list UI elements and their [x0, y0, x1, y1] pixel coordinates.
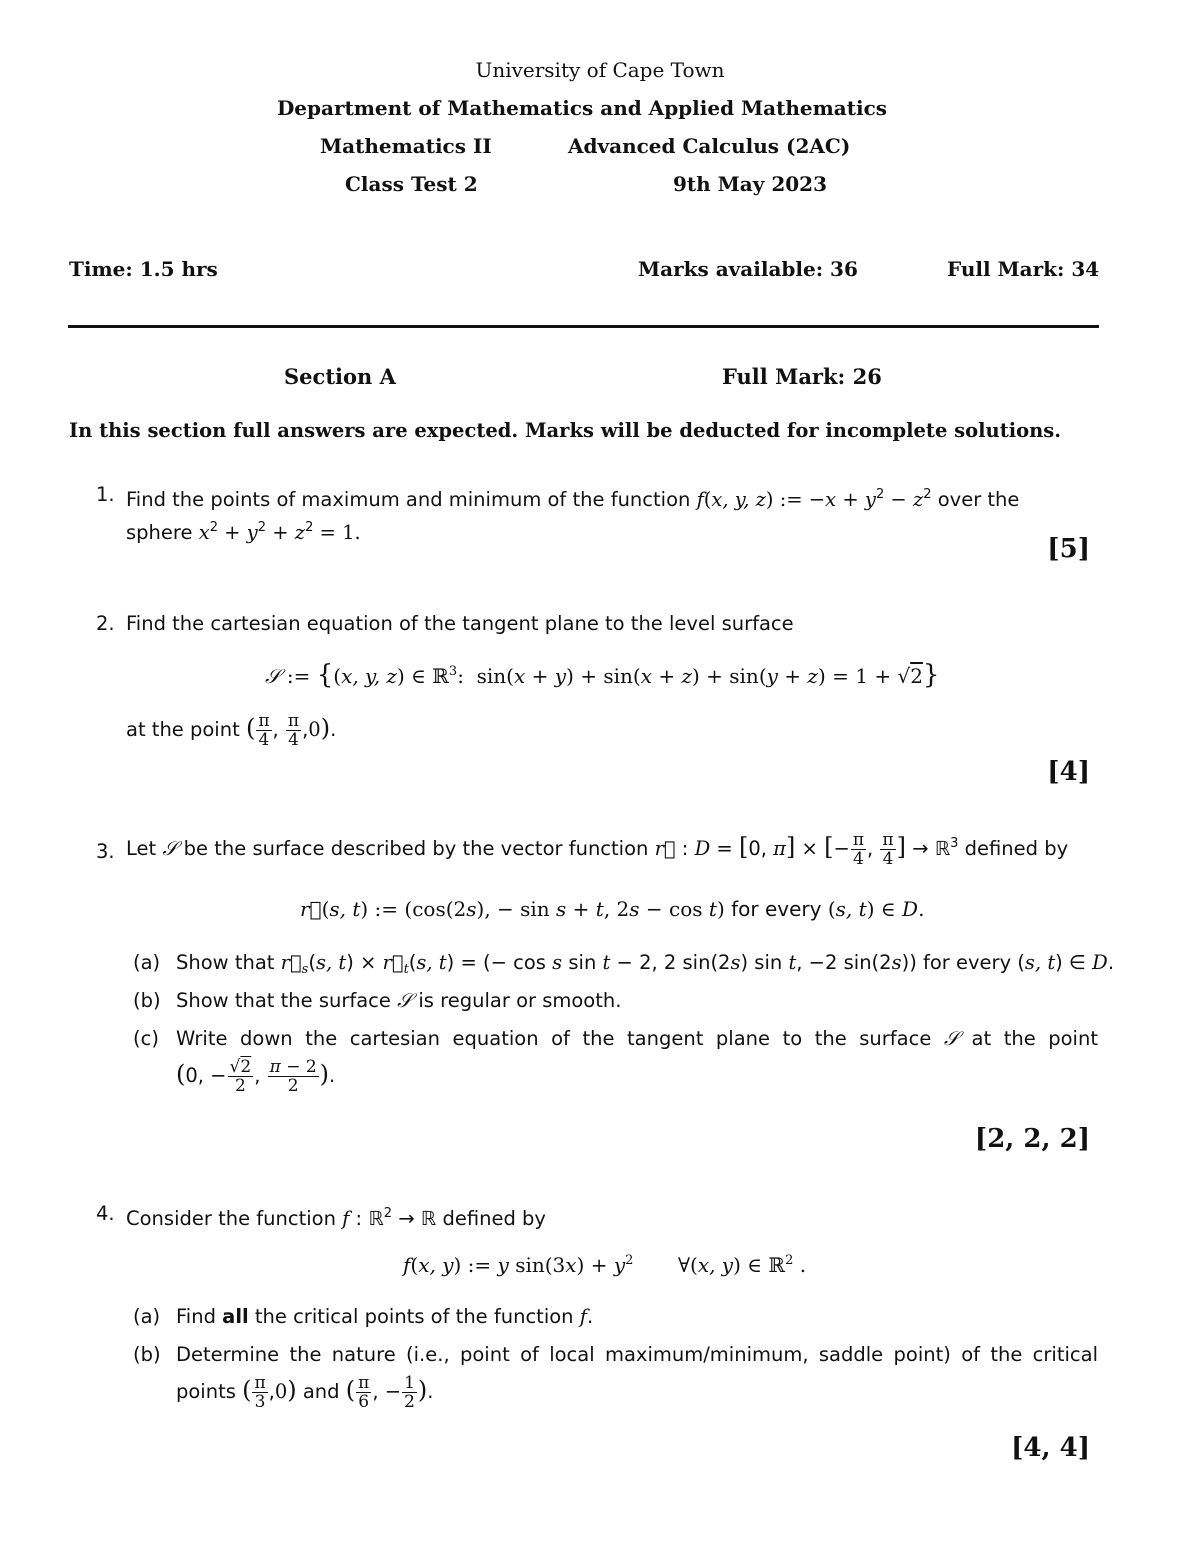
question-3a-text: Show that $r⃗_s(s$, $t) \times r⃗_t(s$, t) = (− cos s sin t − 2, 2 sin(2s) sin t, −2 sin(2s)) for every (s, t) ∈ D. [176, 951, 1115, 977]
question-3-number: 3. [96, 840, 115, 863]
question-3c-point: (0, − $\frac{√2}{2}$ , $\frac{\pi - 2}{2}$ ). [176, 1057, 336, 1096]
test-date: 9th May 2023 [673, 172, 828, 196]
marks-available: Marks available: 36 [638, 257, 858, 281]
full-mark: Full Mark: 34 [947, 257, 1100, 281]
section-instructions: In this section full answers are expected. Marks will be deducted for incomplete solutions. [69, 419, 1062, 442]
university-name: University of Cape Town [475, 58, 725, 82]
question-3c-text: Write down the cartesian equation of the tangent plane to the surface 𝒮 at the point [176, 1027, 1098, 1050]
question-4b-label: (b) [133, 1343, 161, 1366]
question-2-text: Find the cartesian equation of the tangent plane to the level surface [126, 612, 794, 635]
question-2-point: at the point ( $\frac{\pi}{4}$ , $\frac{\pi}{4}$ ,0). [126, 711, 337, 750]
question-4a-text: Find all the critical points of the function f. [176, 1305, 594, 1328]
question-3-marks: [2, 2, 2] [974, 1124, 1090, 1154]
question-3c-label: (c) [133, 1027, 159, 1050]
section-title: Section A [284, 364, 396, 389]
question-4-number: 4. [96, 1202, 115, 1225]
question-4-marks: [4, 4] [1011, 1433, 1090, 1463]
module-name: Advanced Calculus (2AC) [568, 134, 851, 158]
question-1-number: 1. [96, 483, 115, 506]
question-3b-text: Show that the surface 𝒮 is regular or smooth. [176, 989, 622, 1012]
question-4-text: Consider the function f : ℝ$^2$ → ℝ defined by [126, 1206, 546, 1230]
department-name: Department of Mathematics and Applied Mathematics [276, 96, 888, 120]
question-3-vector-function: r⃗(s, t) := (cos(2s), − sin s + t, 2s − cos t) for every (s, t) ∈ D. [300, 897, 925, 921]
question-2-number: 2. [96, 612, 115, 635]
question-2-surface-equation: 𝒮 := {(x, y, z) ∈ ℝ$^3$: sin(x + y) + sin(x + z) + sin(y + z) = 1 + √2} [265, 660, 940, 690]
header-divider [68, 325, 1099, 328]
section-full-mark: Full Mark: 26 [722, 364, 882, 389]
question-4b-points: points ( $\frac{\pi}{3}$ ,0) and ( $\frac{\pi}{6}$ , − $\frac{1}{2}$ ). [176, 1373, 434, 1412]
question-4b-text: Determine the nature (i.e., point of local maximum/minimum, saddle point) of the critical [176, 1343, 1098, 1366]
course-name: Mathematics II [320, 134, 492, 158]
question-4a-label: (a) [133, 1305, 161, 1328]
question-3a-label: (a) [133, 951, 161, 974]
question-3b-label: (b) [133, 989, 161, 1012]
question-1-text: Find the points of maximum and minimum of the function f(x, y, z) := $-x + y^2 - z^2$ over the sphere $x^2 + y^2 + z^2 = 1$. [126, 487, 1020, 544]
time-allowed: Time: 1.5 hrs [69, 257, 218, 281]
question-2-marks: [4] [1047, 757, 1090, 787]
question-3-text: Let 𝒮 be the surface described by the vector function r⃗ : D = [0, π] × [− $\frac{\pi}{4}$ , $\frac{\pi}{4}$ ] → ℝ$^3$ defined by [126, 830, 1069, 869]
test-name: Class Test 2 [345, 172, 478, 196]
question-4-function: f(x, y) := y $\sin(3x) + y^2$ ∀(x, y) ∈ ℝ$^2$ . [403, 1253, 807, 1277]
question-1-marks: [5] [1047, 534, 1090, 564]
